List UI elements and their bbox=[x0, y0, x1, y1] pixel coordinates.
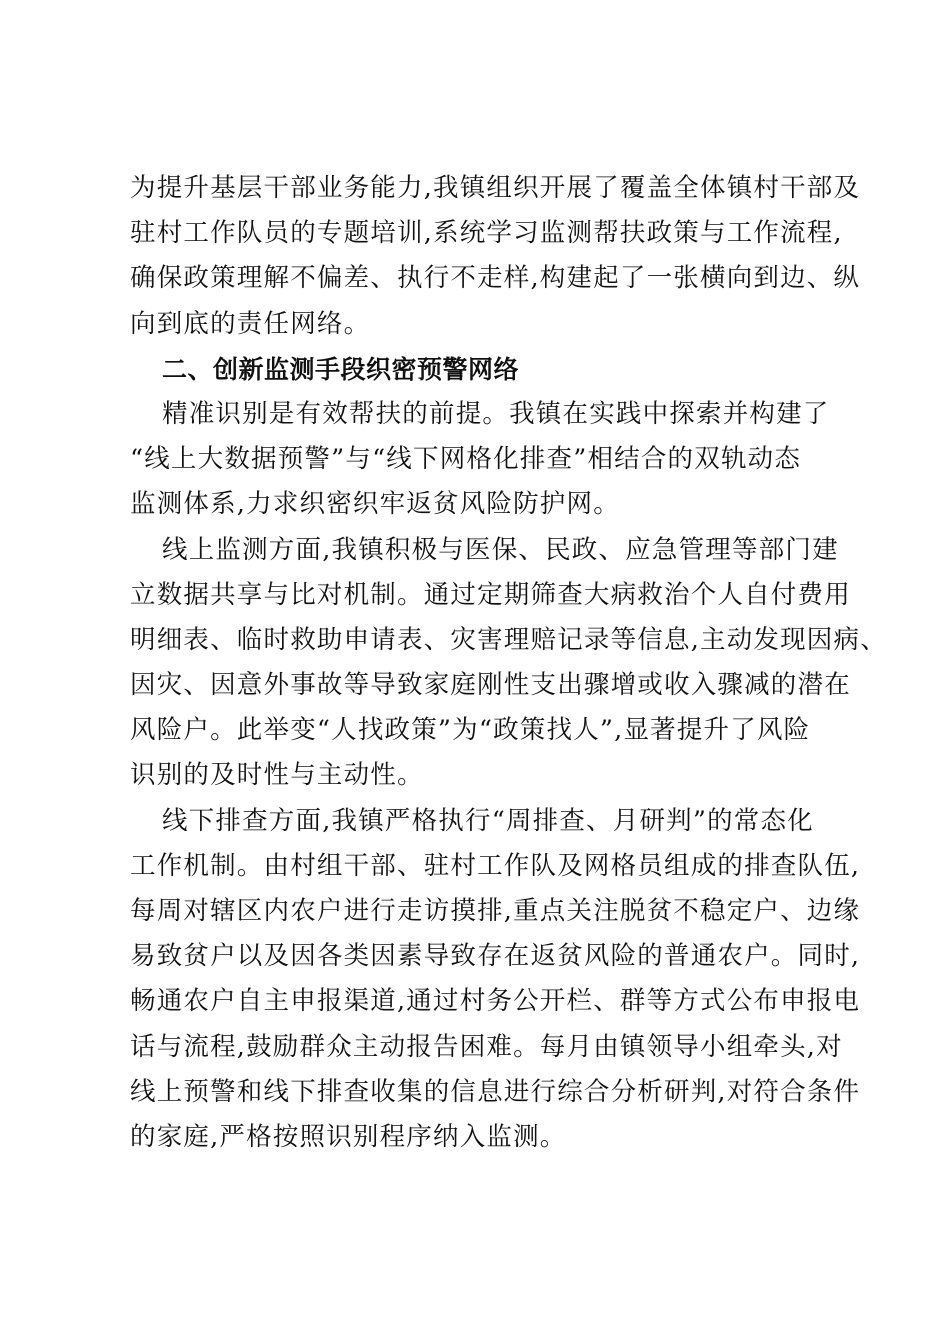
paragraph-offline-inspection bbox=[130, 799, 861, 1161]
text-line: 识别的及时性与主动性。 bbox=[130, 760, 424, 791]
text-line: 话与流程,鼓励群众主动报告困难。每月由镇领导小组牵头,对 bbox=[130, 1031, 843, 1062]
paragraph-online-monitoring bbox=[130, 528, 887, 799]
text-line: 易致贫户以及因各类因素导致存在返贫风险的普通农户。同时, bbox=[130, 941, 861, 972]
text-line: “线上大数据预警”与“线下网格化排查”相结合的双轨动态 bbox=[130, 444, 802, 475]
text-line: 向到底的责任网络。 bbox=[130, 308, 371, 339]
text-line: 监测体系,力求织密织牢返贫风险防护网。 bbox=[130, 489, 620, 520]
text-line: 风险户。此举变“人找政策”为“政策找人”,显著提升了风险 bbox=[130, 715, 811, 746]
section-heading-text: 二、创新监测手段织密预警网络 bbox=[162, 354, 520, 384]
text-line: 畅通农户自主申报渠道,通过村务公开栏、群等方式公布申报电 bbox=[130, 986, 861, 1017]
text-line: 确保政策理解不偏差、执行不走样,构建起了一张横向到边、纵 bbox=[130, 263, 861, 294]
text-line: 线下排查方面,我镇严格执行“周排查、月研判”的常态化 bbox=[162, 805, 814, 836]
text-line: 立数据共享与比对机制。通过定期筛查大病救治个人自付费用 bbox=[130, 579, 851, 610]
text-line: 精准识别是有效帮扶的前提。我镇在实践中探索并构建了 bbox=[162, 398, 830, 429]
paragraph-training-continuation bbox=[130, 166, 861, 347]
text-line: 为提升基层干部业务能力,我镇组织开展了覆盖全体镇村干部及 bbox=[130, 173, 861, 203]
text-line: 工作机制。由村组干部、驻村工作队及网格员组成的排查队伍, bbox=[130, 850, 861, 881]
text-line: 驻村工作队员的专题培训,系统学习监测帮扶政策与工作流程, bbox=[130, 218, 843, 249]
document-body bbox=[130, 166, 887, 1160]
text-line: 明细表、临时救助申请表、灾害理赔记录等信息,主动发现因病、 bbox=[130, 624, 887, 655]
text-line: 的家庭,严格按照识别程序纳入监测。 bbox=[130, 1121, 567, 1152]
text-line: 线上监测方面,我镇积极与医保、民政、应急管理等部门建 bbox=[162, 534, 839, 565]
text-line: 因灾、因意外事故等导致家庭刚性支出骤增或收入骤减的潜在 bbox=[130, 670, 851, 701]
paragraph-precise-identification bbox=[130, 392, 850, 528]
section-heading bbox=[130, 347, 850, 392]
text-line: 线上预警和线下排查收集的信息进行综合分析研判,对符合条件 bbox=[130, 1076, 861, 1107]
text-line: 每周对辖区内农户进行走访摸排,重点关注脱贫不稳定户、边缘 bbox=[130, 896, 861, 926]
